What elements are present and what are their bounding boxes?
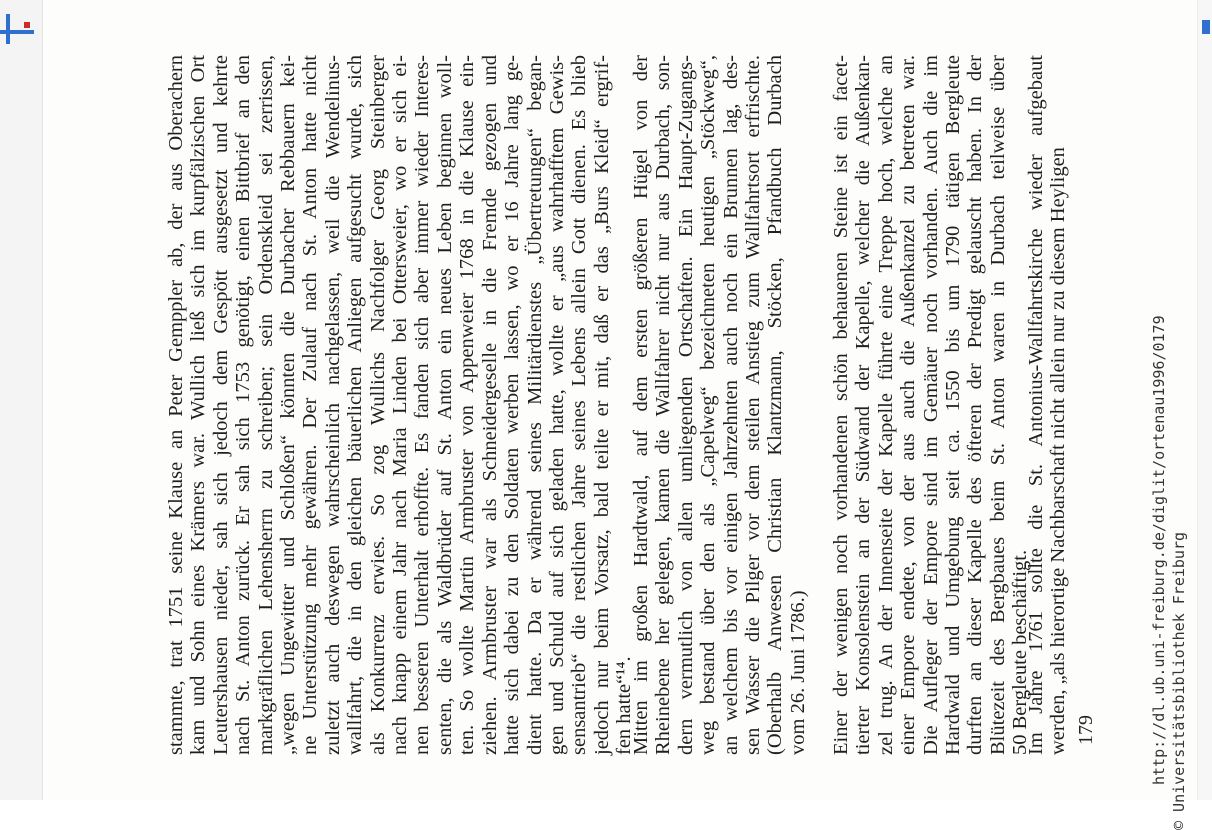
text-line: fen hatte“¹⁴. [613, 656, 636, 755]
text-line: Die Aufleger der Empore sind im Gemäuer noch vorhanden. Auch die im [919, 55, 942, 755]
text-line: nen besseren Unterhalt erhoffte. Es fanden sich aber immer wieder Interes- [411, 55, 434, 755]
viewer-marker-icon [6, 14, 10, 44]
text-line: kam und Sohn eines Krämers war. Wullich ließ sich im kurpfälzischen Ort [187, 55, 210, 755]
text-line: 50 Bergleute beschäftigt. [1009, 549, 1032, 755]
text-line: einer Empore endete, von der aus auch die Außenkanzel zu betreten war. [897, 55, 920, 755]
text-line: „wegen Ungewitter und Schloßen“ könnten die Durbacher Rebbauern kei- [277, 55, 300, 755]
text-line: Leutershausen nieder, sah sich jedoch dem Gespött ausgesetzt und kehrte [209, 55, 232, 755]
text-line: ne Unterstützung mehr gewähren. Der Zulauf nach St. Anton hatte nicht [299, 55, 322, 755]
text-line: zel trug. An der Innenseite der Kapelle führte eine Treppe hoch, welche an [874, 55, 897, 755]
paragraph-4 [1025, 55, 1070, 755]
text-line: nach St. Anton zurück. Er sah sich 1753 genötigt, einen Bittbrief an den [232, 55, 255, 755]
text-line: Blütezeit des Bergbaues beim St. Anton waren in Durbach teilweise über [986, 55, 1009, 755]
text-line: an welchem bis vor einigen Jahrzehnten auch noch ein Brunnen lag, des- [719, 55, 742, 755]
text-line: Im Jahre 1761 sollte die St. Antonius-Wallfahrtskirche wieder aufgebaut [1025, 55, 1047, 755]
text-line: Rheinebene her gelegen, kamen die Wallfahrer nicht nur aus Durbach, son- [652, 55, 675, 755]
text-line: jedoch nur beim Vorsatz, bald teilte er mit, daß er das „Burs Kleid“ ergrif- [590, 55, 613, 755]
viewer-marker-dot [24, 22, 30, 28]
paragraph-3 [830, 55, 1032, 755]
text-line: senten, die als Waldbrüder auf St. Anton ein neues Leben beginnen woll- [433, 55, 456, 755]
page-number: 179 [1075, 715, 1097, 745]
viewer-right-gutter [1197, 0, 1212, 800]
text-line: sen Wasser die Pilger vor dem steilen Anstieg zum Wallfahrtsort erfrischte. [742, 55, 765, 755]
text-line: vom 26. Juni 1786.) [786, 590, 809, 755]
text-line: tierter Konsolenstein an der Südwand der Kapelle, welcher die Außenkan- [852, 55, 875, 755]
text-line: Einer der wenigen noch vorhandenen schön behauenen Steine ist ein facet- [830, 55, 852, 755]
url-stamp[interactable]: http://dl.ub.uni-freiburg.de/diglit/ortenau1996/0179 [1150, 315, 1168, 785]
viewer-marker-right-icon [1202, 20, 1210, 34]
paragraph-2 [630, 55, 809, 755]
text-line: ziehen. Armbruster war als Schneidergeselle in die Fremde gezogen und [478, 55, 501, 755]
text-line: stammte, trat 1751 seine Klause an Peter Gemppler ab, der aus Oberachern [165, 55, 187, 755]
text-line: werden, „als hierortige Nachbarschaft nicht allein nur zu diesem Heyligen [1047, 147, 1070, 755]
paragraph-1 [165, 55, 636, 755]
text-line: als Konkurrenz erwies. So zog Wullichs Nachfolger Georg Steinberger [366, 55, 389, 755]
text-line: markgräflichen Lehensherrn zu schreiben; sein Ordenskleid sei zerrissen, [254, 55, 277, 755]
text-line: durften an dieser Kapelle des öfteren der Predigt gelauscht haben. In der [964, 55, 987, 755]
text-line: (Oberhalb Anwesen Christian Klantzmann, Stöcken, Pfandbuch Durbach [764, 55, 787, 755]
text-line: dern vermutlich von allen umliegenden Ortschaften. Ein Haupt-Zugangs- [674, 55, 697, 755]
viewer-marker-bar [0, 30, 34, 34]
text-line: weg bestand über den als „Capelweg“ bezeichneten heutigen „Stöckweg“, [697, 55, 720, 755]
text-line: Hardwald und Umgebung seit ca. 1550 bis um 1790 tätigen Bergleute [942, 55, 965, 755]
text-line: wallfahrt, die in den gleichen bäuerlichen Anliegen aufgesucht wurde, sich [344, 55, 367, 755]
text-line: zuletzt auch deswegen wahrscheinlich nachgelassen, weil die Wendelinus- [321, 55, 344, 755]
viewer-left-gutter [0, 0, 43, 800]
copyright-stamp: © Universitätsbibliothek Freiburg [1170, 531, 1188, 830]
text-line: Mitten im großen Hardtwald, auf dem ersten größeren Hügel von der [630, 55, 652, 755]
page-content-rotated [40, 0, 1188, 830]
text-line: gen und Schuld auf sich geladen hatte, wollte er „aus wahrhafftem Gewis- [545, 55, 568, 755]
text-line: nach knapp einem Jahr nach Maria Linden bei Ottersweier, wo er sich ei- [389, 55, 412, 755]
text-line: sensantrieb“ die restlichen Jahre seines Lebens allein Gott dienen. Es blieb [568, 55, 591, 755]
text-line: hatte sich dabei zu den Soldaten werben lassen, wo er 16 Jahre lang ge- [501, 55, 524, 755]
text-line: dient hatte. Da er während seines Militärdienstes „Übertretungen“ began- [523, 55, 546, 755]
text-line: ten. So wollte Martin Armbruster von Appenweier 1768 in die Klause ein- [456, 55, 479, 755]
